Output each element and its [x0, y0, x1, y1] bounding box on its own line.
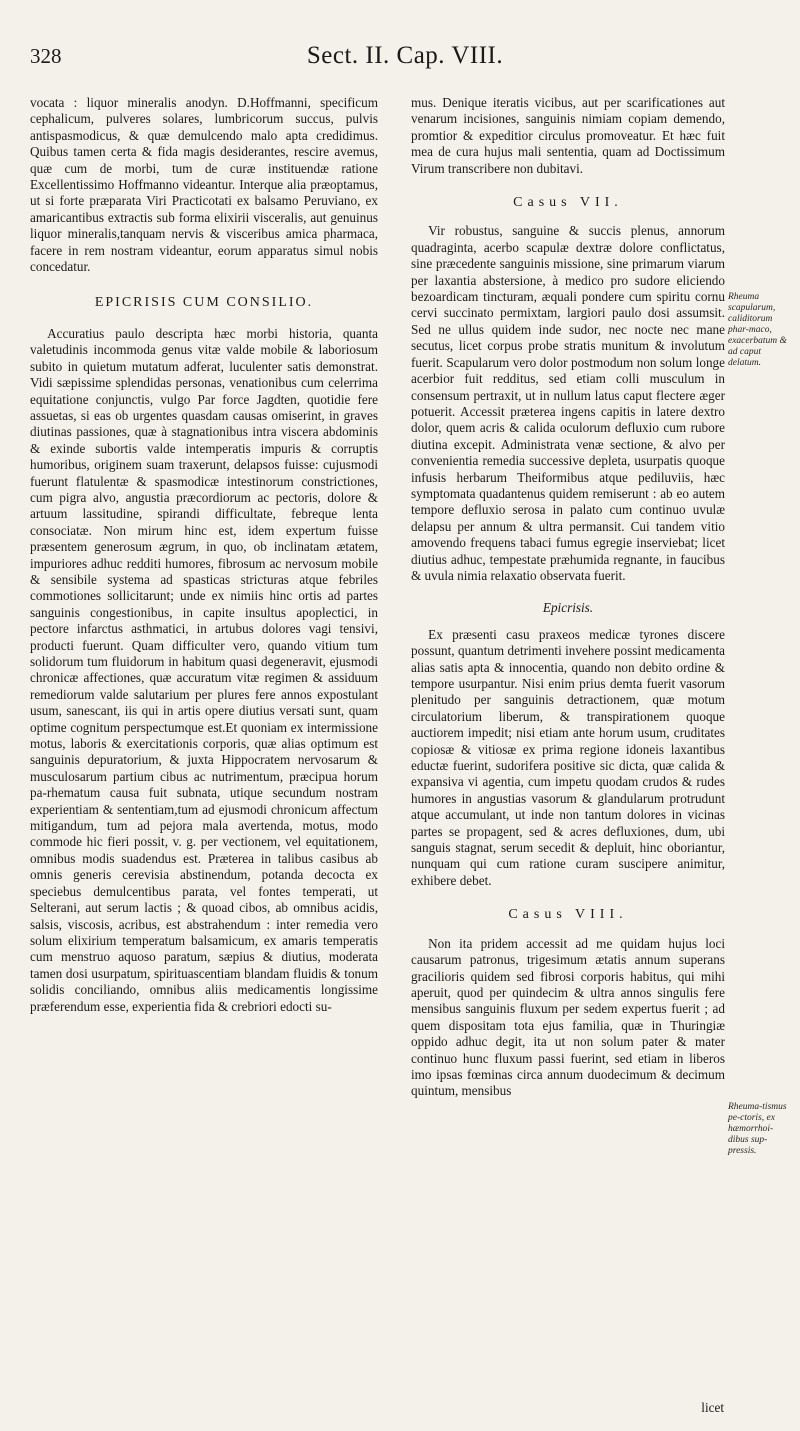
page-number: 328 [30, 44, 62, 68]
case-8-heading: Casus VIII. [508, 907, 628, 923]
left-column [30, 95, 378, 1015]
margin-note-rheuma: Rheuma scapularum, caliditorum phar-maco, exacerbatum & ad caput delatum. [728, 292, 787, 368]
running-head: Sect. II. Cap. VIII. [306, 42, 504, 69]
right-paragraph-3: Ex præsenti casu praxeos medicæ tyrones discere possunt, quantum detrimenti invehere possint medicamenta alias satis apta & innocentia, quando non debito ordine & tempore usurpantur. Nisi enim prius demta fuerit vasorum plenitudo per sanguinis detractionem, quæ motum circulatorium liberum, & transpirationem quoque auctiorem impedit; nisi etiam ante horum usum, cruditates copiosæ & vitiosæ ex prima regione idoneis laxantibus eductæ fuerint, sudorifera positive sic dicta, quæ calida & expansiva vi agentia, cum impetu quodam crudos & rudes humores in angustias vasorum & glandularum protrudunt atque accumulant, ut inde non tantum dolores in vicinas partes se propagent, sed & acres defluxiones, dum, ubi sanguis stagnat, serum secedit & depluit, hinc oboriantur, nunquam qui cum ratione curam suscipere animitur, exhibere debet. [411, 626, 725, 888]
margin-note-rheumatismus: Rheuma-tismus pe-ctoris, ex hæmorrhoi-dibus sup-pressis. [728, 1102, 787, 1156]
left-paragraph-1: vocata : liquor mineralis anodyn. D.Hoffmanni, specificum cephalicum, pulveres solares, lumbricorum succus, pulvis antispasmodicus, & quæ demulcendo malo apta credidimus. Quibus tamen certa & fida magis desiderantes, rescire avemus, quæ cum de morbi, tum de curæ instituendæ ratione Excellentissimo Hoffmanno videantur. Interque alia præoptamus, ut si forte præparata Viri Practicotati ex balsamo Peruviano, ex amaricantibus extractis sub forma elixirii visceralis, aut genuinus liquor mineralis,tanquam nervis & visceribus amica pharmaca, facere in rem nostram videantur, eorum apparatus simul nobis concedatur. [30, 95, 378, 275]
right-paragraph-4: Non ita pridem accessit ad me quidam hujus loci causarum patronus, trigesimum ætatis annum superans gracilioris quidem sed fibrosi corporis habitus, qui mihi aperuit, quod per quindecim & ultra annos singulis fere mensibus sanguinis fluxum per sedem expertus fuerit ; ad quem dispositam tota ejus familia, quæ in Thuringiæ oppido adhuc degit, ita ut non solum pater & mater continuo hunc fluxum passi fuerint, sed etiam in liberos imo ipsas fœminas circa annum duodecimum & decimum quintum, mensibus [411, 935, 725, 1099]
right-paragraph-2: Vir robustus, sanguine & succis plenus, annorum quadraginta, acerbo scapulæ dextræ dolore conflictatus, sine præcedente sanguinis missione, sine primarum viarum per laxantia abstersione, à medico pro sudore eliciendo bezoardicam tincturam, æquali pondere cum spiritu cornu cervi succinato permixtam, largiori paulo dosi assumsit. Sed ne ullus quidem inde sudor, nec nocte nec mane secutus, licet corpus probe stratis munitum & involutum fuerit. Scapularum vero dolor postmodum non solum longe acerbior fuit redditus, sed etiam colli musculum in consensum pertraxit, ut in nullum latus caput flectere æger potuerit. Accessit præterea ingens capitis in latere dextro dolor, quem acris & calida oculorum defluxio cum rubore diutina excepit. Administrata venæ sectione, & alvo per convenientia remedia successive depleta, usurpatis quoque infusis herbarum Theiformibus atque pediluviis, hæc symptomata quadantenus quidem remiserunt : ab eo autem tempore defluxio serosa in palato cum continuo uvulæ delapsu per annum & ultra permansit. Cui tandem vitio amovendo frequens tabaci fumus egregie inserviebat; licet diutius adhuc, tempestate præhumida regnante, in faucibus & uvula nimia relaxatio observata fuerit. [411, 223, 725, 583]
left-paragraph-2: Accuratius paulo descripta hæc morbi historia, quanta valetudinis incommoda genus vitæ valde mobile & laboriosum subito in quietum mutatum adferat, luculenter satis demonstrat. Vidi sæpissime splendidas personas, venationibus cum celerrima equitatione conjunctis, vulgo Par force Jagdten, quotidie fere assuetas, si eas ob urgentes quasdam causas omiserint, in graves diutinas passiones, quæ à stagnationibus intra viscera abdominis & exinde subortis valde intemperatis impuris & corruptis humoribus, originem suam traxerunt, delapsos fuisse: cujusmodi fuerunt flatulentæ & spasmodicæ intestinorum constrictiones, cum pigra alvo, angustia præcordiorum ac pectoris, dolore & artuum lassitudine, spirandi difficultate, febreque lenta consociatæ. Non mirum hinc est, idem expertum fuisse præsentem generosum ægrum, in quo, ob inclinatam ætatem, impuriores adhuc redditi humores, fibrosum ac nervosum mobile & sensibile systema ad spasticas stricturas atque febriles commotiones sollicitarunt; unde ex nimiis hinc ortis ad partes sanguinis congestionibus, in capite insultus apoplectici, in pectore infarctus asthmatici, in artubus dolores vagi tensivi, producti fuerunt. Quam difficulter vero, quando vitium tum solidorum tum fluidorum in habitum quasi degeneravit, ejusmodi chronicæ affectiones, quæ accuratum vitæ regimen & assiduum remediorum valde salutarium per plures fere annos expostulant usum, sanescant, iis qui in artis opere diutius versati sunt, quam optime cognitum perspectumque est.Et quoniam ex intermissione motus, laboris & exercitationis corporis, quæ alias optimum est sanguinis depuratorium, & juxta Hippocratem nervosarum & musculosarum partium cibus ac nutrimentum, præcipua horum pa-rhematum causa fuit subnata, utique secundum nostram experientiam & sententiam,tum ad ejusmodi chronicum affectum mitigandum, tum ad pejora mala avertenda, motus, modo commode hic fieri possit, v. g. per vectionem, vel equitationem, omnibus modis suadendus est. Præterea in talibus casibus ab omnis generis cerevisia abstinendum, potanda decocta ex speciebus demulcentibus parata, vel fontes temperati, ut Selterani, aut serum lactis ; & quoad cibos, ab omnibus acidis, salsis, viscosis, acribus, est abstrahendum : inter remedia vero solum elixirium temperatum balsamicum, ex amaris temperatis cum menstruo aquoso paratum, sæpius & diutius, moderata tamen dosi usurpatum, spirituascentiam blandam fluidis & tonum solidis conciliando, omnibus aliis medicamentis longissime præferendum esse, experientia fida & crebriori edocti su- [30, 325, 378, 1014]
right-column [411, 95, 725, 1100]
page-header [30, 44, 770, 84]
catchword: licet [701, 1400, 724, 1415]
right-paragraph-1: mus. Denique iteratis vicibus, aut per scarificationes aut venarum incisiones, sanguinis nimiam copiam demendo, promtior & expeditior circulus promoveatur. Et hæc fuit mea de cura hujus mali sententia, quam ad Doctissimum Virum transcribere non dubitavi. [411, 95, 725, 176]
epicrisis-subheading: Epicrisis. [542, 600, 594, 616]
case-7-heading: Casus VII. [513, 195, 623, 211]
epicrisis-heading: EPICRISIS CUM CONSILIO. [94, 295, 314, 311]
